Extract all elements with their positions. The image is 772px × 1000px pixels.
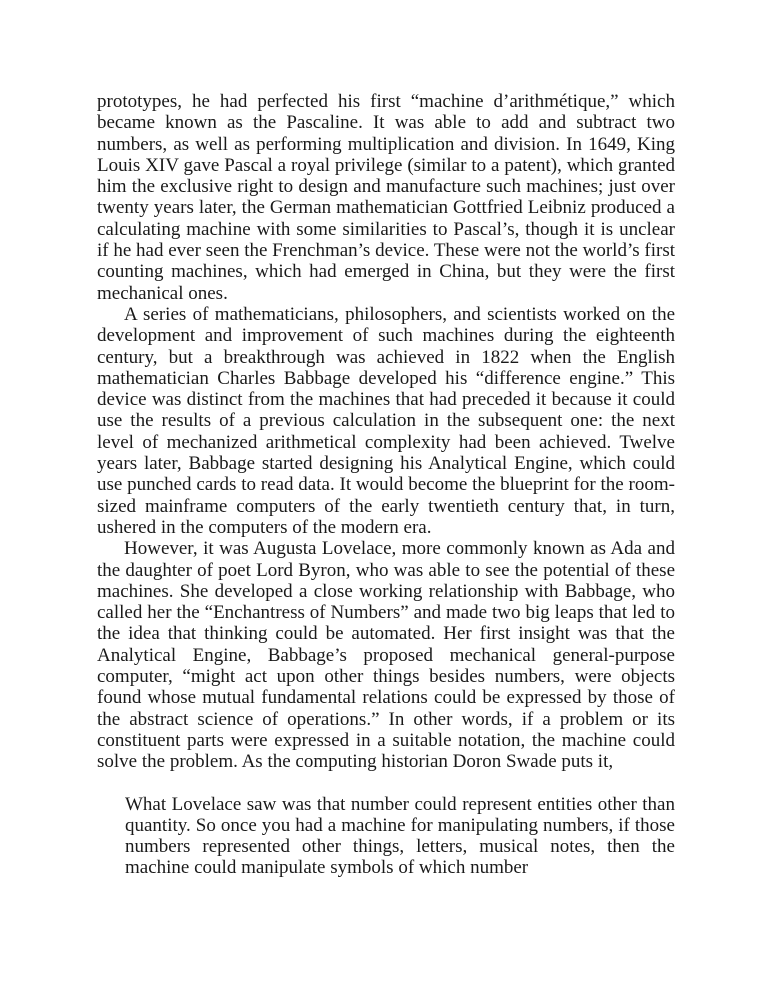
paragraph-babbage: A series of mathematicians, philosophers, and scientists worked on the development and improvement of such machines during the eighteenth century, but a breakthrough was achieved in 1822 when the English mathematician Charles Babbage developed his “difference engine.” This device was distinct from the machines that had preceded it because it could use the results of a previous calculation in the subsequent one: the next level of mechanized arithmetical complexity had been achieved. Twelve years later, Babbage started designing his Analytical Engine, which could use punched cards to read data. It would become the blueprint for the room-sized mainframe computers of the early twentieth century that, in turn, ushered in the computers of the modern era. bbox=[97, 303, 675, 538]
paragraph-pascaline: prototypes, he had perfected his first “machine d’arithmétique,” which became known as the Pascaline. It was able to add and subtract two numbers, as well as performing multiplication and division. In 1649, King Louis XIV gave Pascal a royal privilege (similar to a patent), which granted him the exclusive right to design and manufacture such machines; just over twenty years later, the German mathematician Gottfried Leibniz produced a calculating machine with some similarities to Pascal’s, though it is unclear if he had ever seen the Frenchman’s device. These were not the world’s first counting machines, which had emerged in China, but they were the first mechanical ones. bbox=[97, 91, 675, 304]
paragraph-lovelace: However, it was Augusta Lovelace, more commonly known as Ada and the daughter of poet Lord Byron, who was able to see the potential of these machines. She developed a close working relationship with Babbage, who called her the “Enchantress of Numbers” and made two big leaps that led to the idea that thinking could be automated. Her first insight was that the Analytical Engine, Babbage’s proposed mechanical general-purpose computer, “might act upon other things besides numbers, were objects found whose mutual fundamental relations could be expressed by those of the abstract science of operations.” In other words, if a problem or its constituent parts were expressed in a suitable notation, the machine could solve the problem. As the computing historian Doron Swade puts it, bbox=[97, 538, 675, 773]
block-quote: What Lovelace saw was that number could represent entities other than quantity. So once you had a machine for manipulating numbers, if those numbers represented other things, letters, musical notes, then the machine could manipulate symbols of which number bbox=[125, 793, 675, 879]
page-body bbox=[97, 91, 675, 879]
